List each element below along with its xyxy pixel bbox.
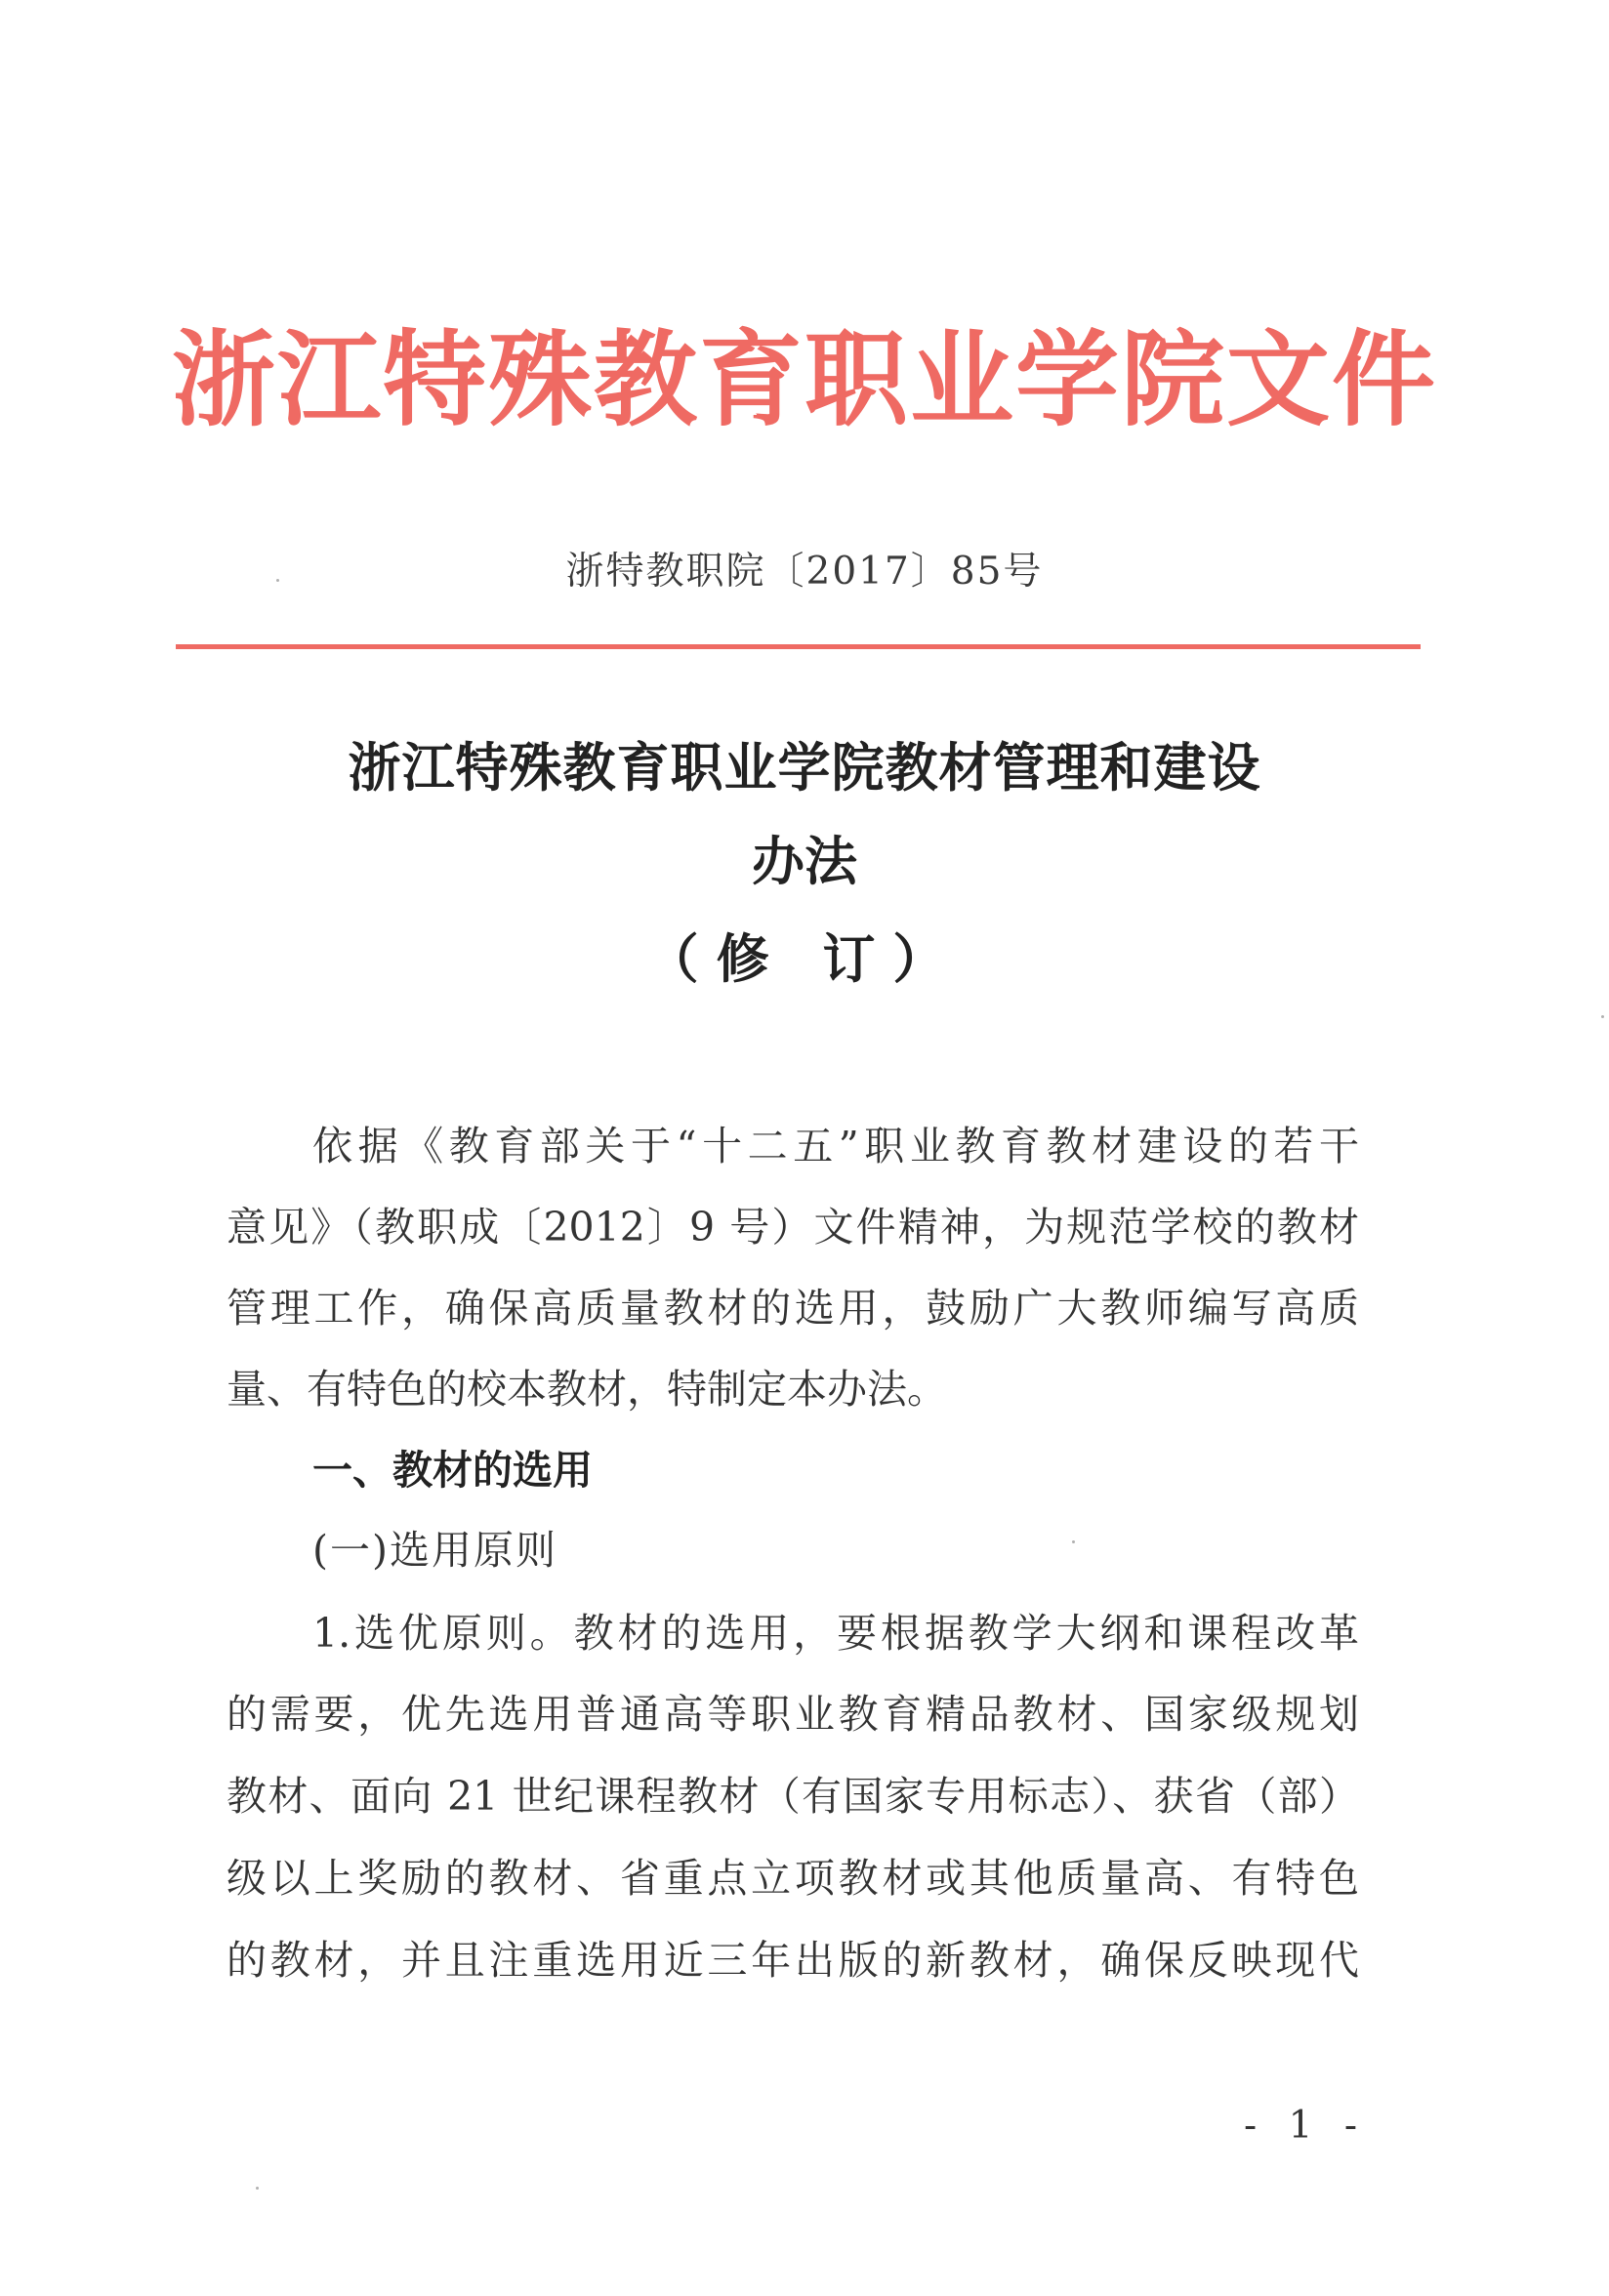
scan-speck <box>276 579 279 582</box>
section-heading: 一、教材的选用 <box>312 1447 593 1494</box>
item-paragraph-line: 的需要，优先选用普通高等职业教育精品教材、国家级规划 <box>227 1691 1359 1738</box>
intro-paragraph-line: 意见》（教职成〔2012〕9 号）文件精神，为规范学校的教材 <box>227 1204 1359 1250</box>
item-paragraph-line: 级以上奖励的教材、省重点立项教材或其他质量高、有特色 <box>227 1855 1359 1902</box>
document-title-line-1: 浙江特殊教育职业学院教材管理和建设 <box>348 737 1261 799</box>
intro-paragraph-line: 依据《教育部关于“十二五”职业教育教材建设的若干 <box>312 1123 1359 1169</box>
scan-speck <box>1072 1540 1075 1543</box>
page-number: - 1 - <box>1244 2104 1367 2148</box>
intro-paragraph-line: 管理工作，确保高质量教材的选用，鼓励广大教师编写高质 <box>227 1285 1359 1332</box>
item-paragraph-line: 的教材，并且注重选用近三年出版的新教材，确保反映现代 <box>227 1937 1359 1984</box>
document-title-revision: （修 订） <box>645 928 964 990</box>
issuer-title: 浙江特殊教育职业学院文件 <box>172 320 1437 440</box>
scan-speck <box>1601 1015 1604 1018</box>
document-title-line-2: 办法 <box>752 831 857 892</box>
intro-paragraph-line: 量、有特色的校本教材，特制定本办法。 <box>227 1366 947 1413</box>
item-paragraph-line: 1.选优原则。教材的选用，要根据教学大纲和课程改革 <box>312 1610 1359 1657</box>
document-number: 浙特教职院〔2017〕85号 <box>565 550 1044 594</box>
scan-speck <box>256 2187 259 2190</box>
item-paragraph-line: 教材、面向 21 世纪课程教材（有国家专用标志）、获省（部） <box>227 1773 1359 1820</box>
red-divider-rule <box>176 644 1421 649</box>
subsection-heading: (一)选用原则 <box>312 1527 557 1574</box>
